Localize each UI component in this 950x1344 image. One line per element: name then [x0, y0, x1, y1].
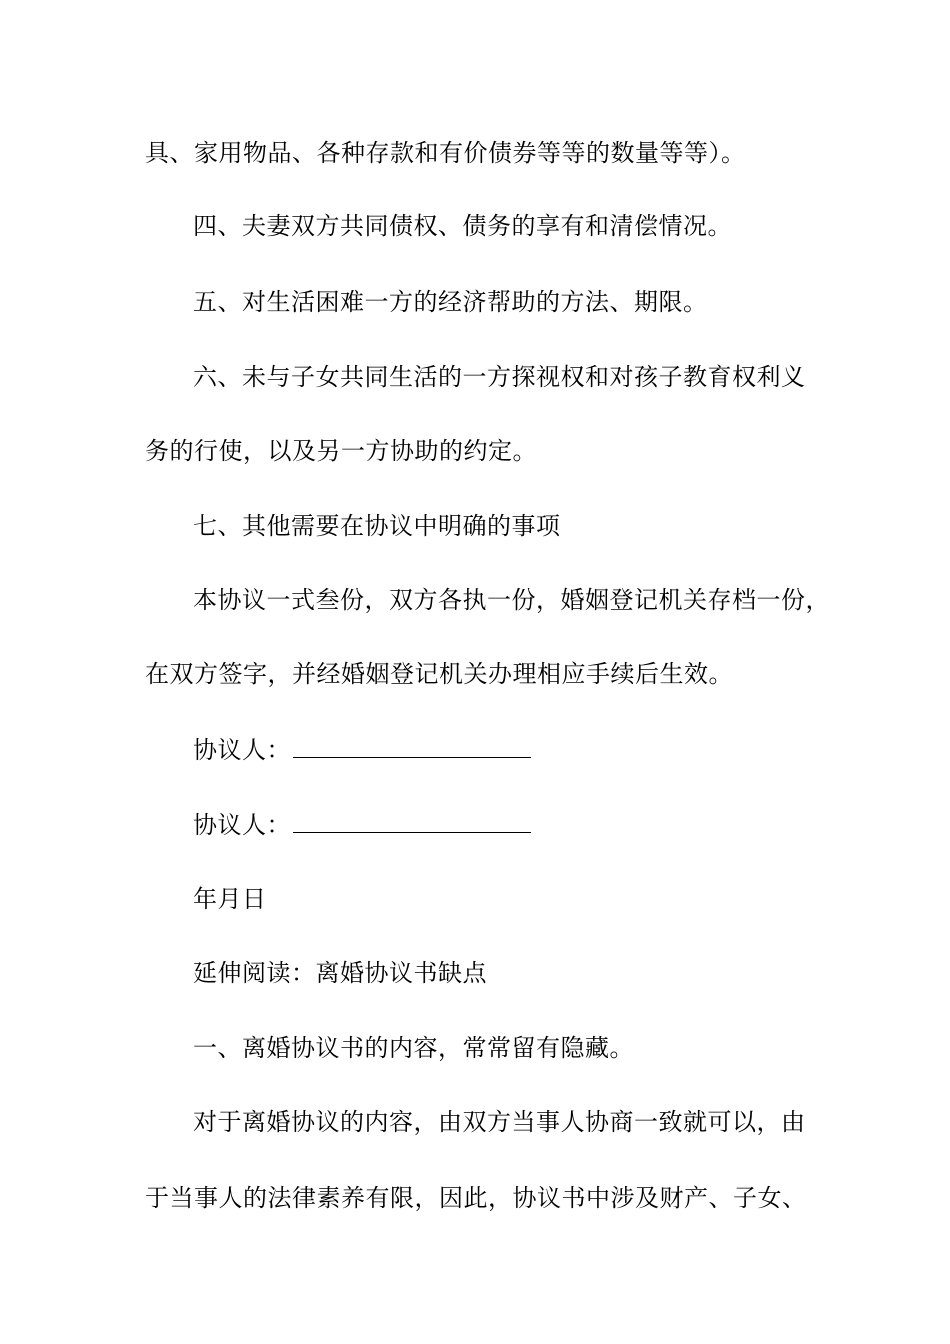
signature-row	[193, 808, 531, 842]
signature-label: 协议人：	[193, 736, 291, 764]
signature-row	[193, 733, 531, 767]
paragraph-line: 在双方签字，并经婚姻登记机关办理相应手续后生效。	[145, 660, 733, 688]
signature-label: 协议人：	[193, 811, 291, 839]
paragraph-line: 本协议一式叁份，双方各执一份，婚姻登记机关存档一份，	[193, 586, 830, 614]
signature-blank	[293, 810, 531, 833]
paragraph-line: 四、夫妻双方共同债权、债务的享有和清偿情况。	[193, 212, 732, 240]
paragraph-line: 七、其他需要在协议中明确的事项	[193, 512, 561, 540]
paragraph-line: 务的行使，以及另一方协助的约定。	[145, 437, 537, 465]
paragraph-line: 具、家用物品、各种存款和有价债券等等的数量等等）。	[145, 139, 746, 167]
date-line: 年月日	[193, 885, 267, 913]
section-heading: 延伸阅读：离婚协议书缺点	[193, 959, 487, 987]
paragraph-line: 对于离婚协议的内容，由双方当事人协商一致就可以，由	[193, 1108, 806, 1136]
paragraph-line: 于当事人的法律素养有限，因此，协议书中涉及财产、子女、	[145, 1184, 807, 1212]
paragraph-line: 一、离婚协议书的内容，常常留有隐藏。	[193, 1034, 634, 1062]
signature-blank	[293, 735, 531, 758]
paragraph-line: 六、未与子女共同生活的一方探视权和对孩子教育权利义	[193, 363, 806, 391]
paragraph-line: 五、对生活困难一方的经济帮助的方法、期限。	[193, 288, 708, 316]
